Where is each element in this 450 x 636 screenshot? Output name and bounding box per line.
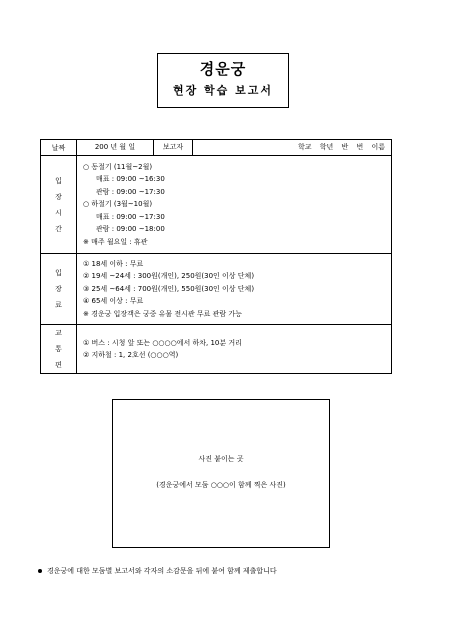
hours-line: ○ 동절기 (11월~2월) bbox=[83, 162, 153, 171]
school-field[interactable]: 학교 학년 반 번 이름 bbox=[298, 143, 385, 151]
hours-row bbox=[41, 156, 392, 254]
transport-row bbox=[41, 325, 392, 374]
hours-line: 매표 : 09:00 ~17:30 bbox=[96, 212, 165, 221]
fees-line: ④ 65세 이상 : 무료 bbox=[83, 297, 144, 306]
fees-row bbox=[41, 254, 392, 325]
hours-line: 관람 : 09:00 ~17:30 bbox=[96, 187, 165, 196]
photo-caption: (경운궁에서 모둠 ○○○이 함께 찍은 사진) bbox=[156, 481, 286, 489]
header-fields bbox=[77, 140, 392, 156]
fees-line: ③ 25세 ~64세 : 700원(개인), 550원(30인 이상 단체) bbox=[83, 284, 255, 293]
header-row bbox=[41, 140, 392, 156]
hours-label-text: 입 장 시 간 bbox=[55, 176, 62, 233]
hours-line: ※ 매주 월요일 : 휴관 bbox=[83, 237, 148, 246]
photo-box bbox=[112, 399, 330, 548]
fees-content bbox=[77, 254, 392, 325]
footer-note-text: 경운궁에 대한 모둠별 보고서와 각자의 소감문을 뒤에 붙여 함께 제출합니다 bbox=[47, 567, 277, 575]
transport-line: ② 지하철 : 1, 2호선 (○○○역) bbox=[83, 351, 179, 359]
reporter-label: 보고자 bbox=[154, 140, 193, 155]
fees-line: ② 19세 ~24세 : 300원(개인), 250원(30인 이상 단체) bbox=[83, 272, 255, 281]
transport-label bbox=[41, 325, 77, 374]
footer-note bbox=[38, 566, 277, 576]
hours-line: 관람 : 09:00 ~18:00 bbox=[96, 225, 165, 234]
date-label: 날짜 bbox=[41, 140, 77, 156]
title-box bbox=[157, 53, 289, 108]
page-title: 경운궁 bbox=[199, 60, 247, 78]
info-table bbox=[40, 139, 392, 374]
date-field[interactable]: 200 년 월 일 bbox=[77, 140, 154, 155]
fees-label bbox=[41, 254, 77, 325]
hours-label bbox=[41, 156, 77, 254]
photo-placeholder: 사진 붙이는 곳 bbox=[198, 455, 244, 463]
transport-content bbox=[77, 325, 392, 374]
transport-label-text: 교 통 편 bbox=[55, 329, 62, 369]
fees-line: ※ 경운궁 입장객은 궁중 유물 전시관 무료 관람 가능 bbox=[83, 309, 242, 318]
hours-content bbox=[77, 156, 392, 254]
bullet-icon bbox=[38, 569, 42, 573]
hours-line: ○ 하절기 (3월~10월) bbox=[83, 200, 153, 209]
hours-line: 매표 : 09:00 ~16:30 bbox=[96, 175, 165, 184]
page-subtitle: 현장 학습 보고서 bbox=[172, 84, 274, 97]
fees-line: ① 18세 이하 : 무료 bbox=[83, 259, 144, 268]
transport-line: ① 버스 : 시청 앞 또는 ○○○○에서 하차, 10분 거리 bbox=[83, 338, 242, 347]
fees-label-text: 입 장 료 bbox=[55, 269, 62, 309]
